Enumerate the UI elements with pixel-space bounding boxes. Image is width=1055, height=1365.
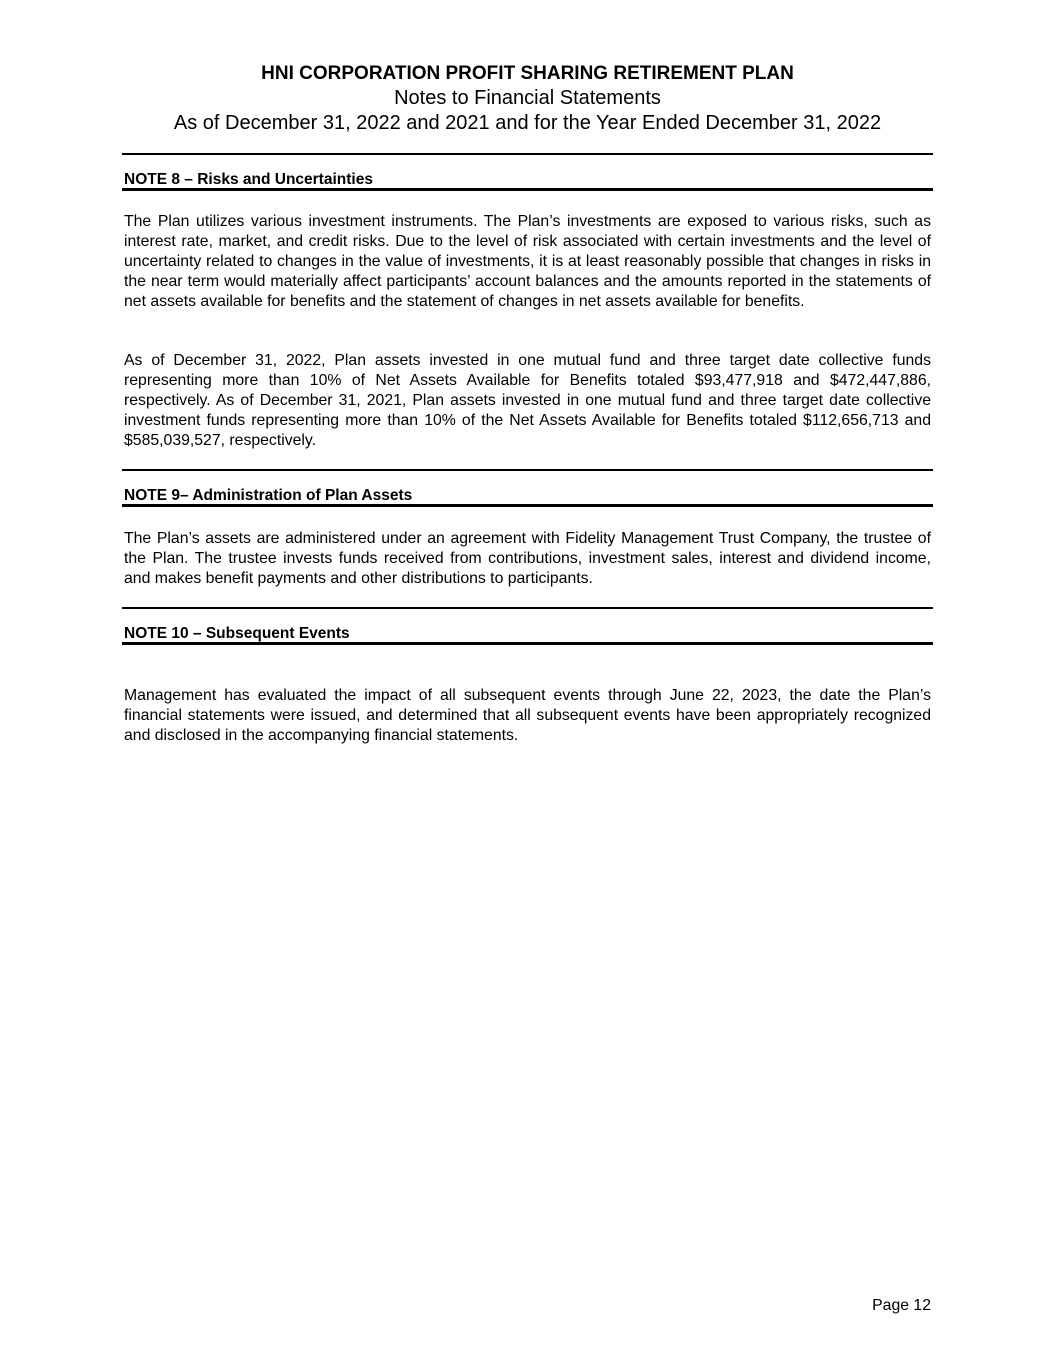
document-subtitle: Notes to Financial Statements (394, 87, 661, 109)
heading-underline (122, 188, 933, 191)
note-9-paragraph-1: The Plan’s assets are administered under an agreement with Fidelity Management Trust Company, the trustee of the Plan. The trustee invests funds received from contributions, investment sales, interest and dividend income, and makes benefit payments and other distributions to participants. (124, 530, 931, 587)
heading-underline (122, 642, 933, 645)
document-header (0, 62, 1055, 136)
section-divider (122, 607, 933, 609)
note-8-heading: NOTE 8 – Risks and Uncertainties (124, 171, 373, 188)
note-8-paragraph-1: The Plan utilizes various investment instruments. The Plan’s investments are exposed to various risks, such as interest rate, market, and credit risks. Due to the level of risk associated with certain investments and the level of uncertainty related to changes in the value of investments, it is at least reasonably possible that changes in risks in the near term would materially affect participants’ account balances and the amounts reported in the statements of net assets available for benefits and the statement of changes in net assets available for benefits. (124, 213, 931, 310)
note-10-heading: NOTE 10 – Subsequent Events (124, 625, 350, 642)
plan-title: HNI CORPORATION PROFIT SHARING RETIREMENT PLAN (261, 63, 794, 84)
section-divider (122, 469, 933, 471)
note-9-heading: NOTE 9– Administration of Plan Assets (124, 487, 413, 504)
note-8-paragraph-2: As of December 31, 2022, Plan assets invested in one mutual fund and three target date collective funds representing more than 10% of Net Assets Available for Benefits totaled $93,477,918 and $472,447,886, respectively. As of December 31, 2021, Plan assets invested in one mutual fund and three target date collective investment funds representing more than 10% of the Net Assets Available for Benefits totaled $112,656,713 and $585,039,527, respectively. (124, 352, 931, 449)
note-10-paragraph-1: Management has evaluated the impact of all subsequent events through June 22, 2023, the date the Plan’s financial statements were issued, and determined that all subsequent events have been appropriately recognized and disclosed in the accompanying financial statements. (124, 687, 931, 744)
page-number: Page 12 (872, 1297, 931, 1314)
heading-underline (122, 504, 933, 507)
section-divider (122, 153, 933, 155)
reporting-period: As of December 31, 2022 and 2021 and for the Year Ended December 31, 2022 (173, 112, 882, 134)
